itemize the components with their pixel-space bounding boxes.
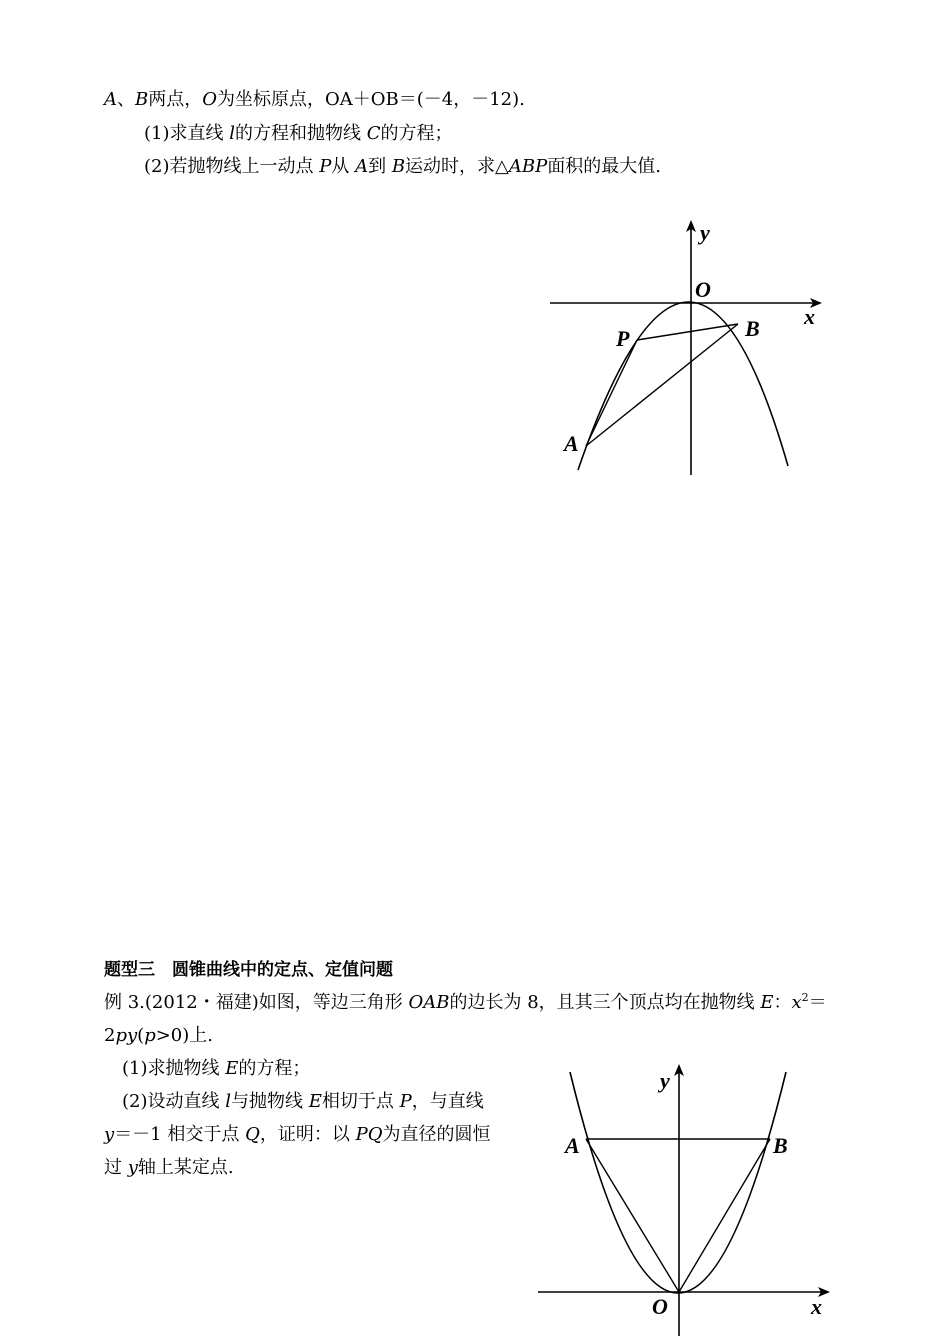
line-l: l <box>225 1091 231 1112</box>
point-o: O <box>202 89 217 110</box>
point-p: P <box>399 1091 412 1112</box>
segment-pq: PQ <box>355 1124 383 1145</box>
text: 到 <box>368 156 392 177</box>
problem2-question-1 <box>144 122 453 146</box>
parabola-figure-2 <box>530 1060 840 1340</box>
example-3-question-2-line-3 <box>104 1156 234 1180</box>
segment-pb <box>637 324 738 340</box>
point-a: A <box>104 89 117 110</box>
text: 过 <box>104 1157 128 1178</box>
text: ： <box>773 992 792 1013</box>
section-heading: 题型三 圆锥曲线中的定点、定值问题 <box>104 960 393 980</box>
text: 从 <box>331 156 356 177</box>
problem2-question-2 <box>144 155 661 179</box>
point-b: B <box>391 156 406 177</box>
point-a-label: A <box>565 1133 580 1158</box>
triangle-abp: ABP <box>508 156 548 177</box>
text: (2)若抛物线上一动点 <box>144 156 320 177</box>
example-3-question-2-line-1 <box>122 1090 484 1114</box>
text: 的方程； <box>238 1058 311 1079</box>
parabola-e: E <box>225 1058 239 1079</box>
point-b: B <box>135 89 149 110</box>
text: 面积的最大值. <box>547 156 661 177</box>
triangle-oab: OAB <box>408 992 450 1013</box>
origin-label: O <box>695 277 711 302</box>
text: 为坐标原点，OA＋OB＝(－4，－12). <box>217 89 525 110</box>
var-p: p <box>144 1025 156 1046</box>
var-y: y <box>127 1157 138 1178</box>
line-l: l <box>229 123 235 144</box>
segment-ab <box>586 324 738 446</box>
example-3-question-1 <box>122 1057 310 1081</box>
text: 为直径的圆恒 <box>382 1124 491 1145</box>
y-axis-label: y <box>700 220 710 245</box>
text: 的方程和抛物线 <box>234 123 367 144</box>
text: ＝－1 相交于点 <box>114 1124 246 1145</box>
point-b-label: B <box>773 1133 788 1158</box>
segment-ob <box>679 1139 770 1292</box>
var-y: y <box>104 1124 115 1145</box>
segment-oa <box>586 1139 679 1292</box>
text: 的边长为 8，且其三个顶点均在抛物线 <box>449 992 761 1013</box>
text: 两点， <box>148 89 203 110</box>
segment-ap <box>586 340 637 446</box>
parabola-figure-1 <box>540 215 840 485</box>
text: ( <box>137 1025 145 1046</box>
separator: 、 <box>117 89 135 110</box>
text: ＝ <box>808 992 827 1013</box>
text: 与抛物线 <box>230 1091 309 1112</box>
point-b-label: B <box>745 316 760 341</box>
parabola-e: E <box>760 992 774 1013</box>
text: (1)求抛物线 <box>122 1058 226 1079</box>
point-q: Q <box>245 1124 260 1145</box>
x-axis-label: x <box>811 1294 822 1319</box>
text: >0)上. <box>155 1025 213 1046</box>
text: (2)设动直线 <box>122 1091 226 1112</box>
parabola-e: E <box>308 1091 322 1112</box>
parabola-curve <box>570 1072 786 1293</box>
var-py: py <box>115 1025 138 1046</box>
x-axis-label: x <box>804 304 815 329</box>
text: 运动时，求△ <box>405 156 509 177</box>
text: 的方程； <box>380 123 453 144</box>
text: (1)求直线 <box>144 123 230 144</box>
text: 例 3.(2012・福建)如图，等边三角形 <box>104 992 409 1013</box>
exponent: 2 <box>801 991 809 1004</box>
text: 轴上某定点. <box>137 1157 234 1178</box>
point-a-label: A <box>564 431 579 456</box>
point-p-label: P <box>616 326 630 351</box>
example-3-question-2-line-2 <box>104 1123 490 1147</box>
var-x: x <box>791 992 802 1013</box>
example-3-line-1 <box>104 991 827 1015</box>
point-a: A <box>355 156 369 177</box>
text: 相切于点 <box>321 1091 400 1112</box>
origin-label: O <box>652 1294 668 1319</box>
y-axis-label: y <box>660 1068 670 1093</box>
point-p: P <box>319 156 332 177</box>
text: ，证明：以 <box>259 1124 356 1145</box>
problem2-intro-line <box>104 88 525 112</box>
text: 2 <box>104 1025 116 1046</box>
parabola-c: C <box>366 123 381 144</box>
example-3-line-2 <box>104 1024 213 1048</box>
text: ，与直线 <box>411 1091 484 1112</box>
